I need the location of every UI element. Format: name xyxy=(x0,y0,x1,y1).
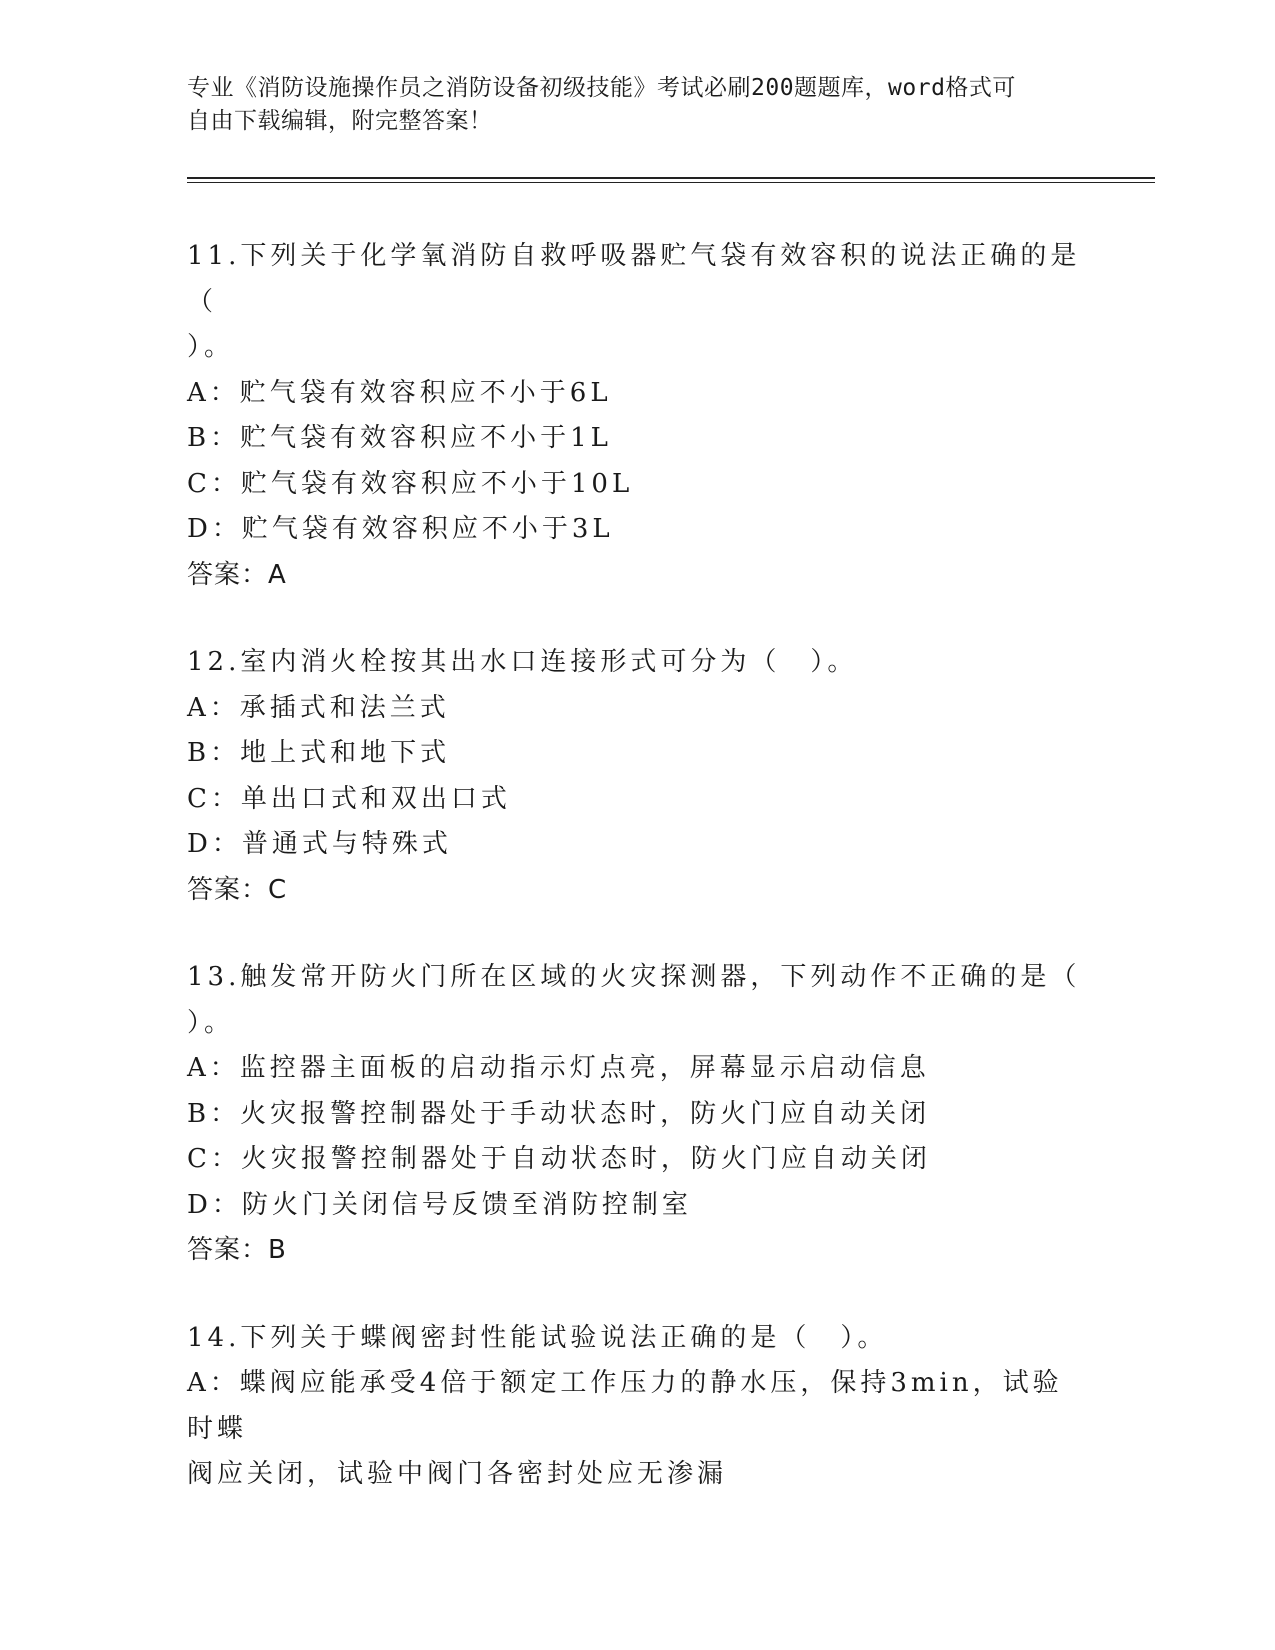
header-divider-thick xyxy=(187,177,1155,179)
question-12 xyxy=(187,640,1087,913)
option-a: A：监控器主面板的启动指示灯点亮，屏幕显示启动信息 xyxy=(187,1053,930,1083)
option-b: B：火灾报警控制器处于手动状态时，防火门应自动关闭 xyxy=(187,1098,931,1129)
option-a-continued: 阀应关闭，试验中阀门各密封处应无渗漏 xyxy=(187,1459,728,1489)
option-d: D：防火门关闭信号反馈至消防控制室 xyxy=(187,1189,692,1220)
header-divider-thin xyxy=(187,182,1155,183)
answer: 答案：A xyxy=(187,559,287,590)
option-d: D：贮气袋有效容积应不小于3L xyxy=(187,514,614,544)
question-stem-continued: ）。 xyxy=(187,1007,235,1038)
question-stem-continued: ）。 xyxy=(187,332,235,362)
option-a: A：蝶阀应能承受4倍于额定工作压力的静水压，保持3min，试验时蝶 xyxy=(187,1368,1063,1444)
question-13 xyxy=(187,955,1087,1274)
header-line-2: 自由下载编辑，附完整答案！ xyxy=(187,108,493,134)
option-b: B：地上式和地下式 xyxy=(187,738,451,768)
option-c: C：贮气袋有效容积应不小于10L xyxy=(187,468,634,499)
option-b: B：贮气袋有效容积应不小于1L xyxy=(187,423,612,453)
question-11 xyxy=(187,234,1087,598)
option-a: A：承插式和法兰式 xyxy=(187,692,450,723)
answer: 答案：B xyxy=(187,1235,287,1265)
option-a: A：贮气袋有效容积应不小于6L xyxy=(187,377,612,408)
option-c: C：火灾报警控制器处于自动状态时，防火门应自动关闭 xyxy=(187,1144,931,1174)
question-list xyxy=(187,234,1087,1540)
question-stem: 13.触发常开防火门所在区域的火灾探测器，下列动作不正确的是（ xyxy=(187,962,1081,992)
question-14 xyxy=(187,1316,1087,1498)
option-d: D：普通式与特殊式 xyxy=(187,829,452,859)
document-header xyxy=(187,72,1087,138)
question-stem: 12.室内消火栓按其出水口连接形式可分为（ ）。 xyxy=(187,647,858,677)
question-stem: 14.下列关于蝶阀密封性能试验说法正确的是（ ）。 xyxy=(187,1322,888,1353)
option-c: C：单出口式和双出口式 xyxy=(187,783,511,814)
header-line-1: 专业《消防设施操作员之消防设备初级技能》考试必刷200题题库，word格式可 xyxy=(187,75,1016,101)
answer: 答案：C xyxy=(187,874,288,905)
question-stem: 11.下列关于化学氧消防自救呼吸器贮气袋有效容积的说法正确的是（ xyxy=(187,241,1081,317)
